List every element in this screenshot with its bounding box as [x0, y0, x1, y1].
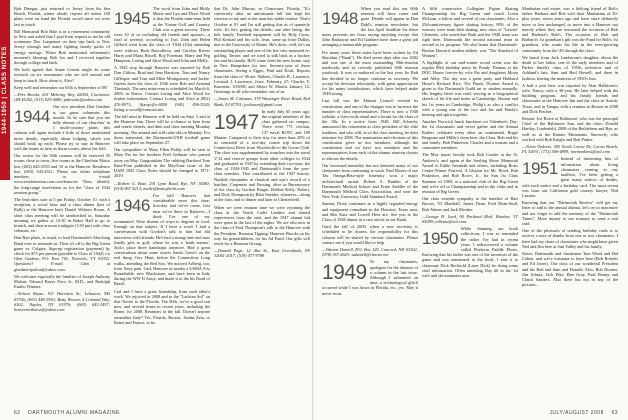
class-note-paragraph: A 1945 stop through Hanover was reported by Bob Dan Clifton, Brad and Jean Harrison, Tom and Nancy Gillespie, and Tom and Ellen Montgomery and Jackie. Guests from the class of 1946 were Bob and Armand Theriault. The next mini-reun is scheduled for March 6, 2009, in Venice. Contact Loring and Alice Wood for further information. Contact Loring and Alice at (802) 476-8973, lfjacqv@s-4050 (941) 496-5520; loring.w.wood@comcast.net.	[114, 65, 210, 112]
class-note-paragraph: that Dr. John Murray, in Clearwater, Florida, "It's conversely after an unfortunate fall has kept his exercise to me and to the man has stable routine. That's October at 91 and I'm still getting that as of quarterly wife. It's he's getting the details, one after being, the hob family. Football equipment will be Holy Cross. Phil Keistad and his wife, Jean, came up from Dallas, met at the University of Maine. He's drive, well, he's an outstanding player and one of the few who mastered re-golfing. Terrier, and we tried to talk back as a hockey fan and his family. He'll come from his new home, stay in New Hampshire for tree. Seventy-year of these classmates. Seeing a Egger, Paul and Kraft. Reports from the class of '46 are: Walters, Charles B., Laurence, Leonard J. Lawrence, Josie, February 27; Charles V. Kazerian, 10/6/08; and Albert W. Martin, January 12. Greetings to all who remember one of us.	[214, 6, 310, 95]
class-year-heading: 1950	[422, 229, 458, 249]
column-5	[422, 6, 518, 406]
class-note-paragraph: Instead of interesting bits of information about living classmates coming to my mailbox, I've been getting a great many notices of deaths, with each notice and a birthday card. The most recent was from our California gold country lawyer, Ned Lassiter.	[522, 156, 618, 198]
class-year-heading: 1951	[522, 159, 558, 179]
class-note-paragraph: Notes: Dartmouth and classmates Tom Wood and Hal Cohen, and we're fortunate to have here (Bob Roberts and Ed Jones). Our class of our wonderful President and his Bob and Sam and Donald. Also, Bob Donner, Jim Schutz, Jack Pike, Ben Gray, Paul Bonny and Chuck Sanders. Also there but not in any of the pictures...	[522, 250, 618, 288]
class-note-paragraph: For many years these notes have been written by Ed Sheridan ("Bank"). He died seven days after our 2002 and was one of the most outstanding 50th-reunion notebooks and its recently published 60th reunion yearbook. It was co-authored in the last year. So Bob has decided to no longer continue as secretary. We accept his decision reluctantly, with great appreciation for his many contributions, which have helped make 1948 strong.	[322, 49, 418, 97]
class-note-paragraph: When you read this our 60th reunion will have come and gone. Details will appear in Dan Dahl's reunion newsletter, but the last April deadline for these notes prevents me from saying anything except that John Hathaway and Ed Gaithere have done a great job arranging a memorable program.	[322, 6, 418, 48]
class-note-paragraph: The word from John and Molly Morse and Lyn and Dixie Wood is that the Florida mini-reun held at the Vienne Golf and Country Club was a great success. There were 10 of us including old friends and spouses—a total of seventy, according to Lyn. John and Helen Gifford went from the class of '1944 (10a) attending were widows Ruth Ruscallowy and Carolyn Rivers Hurry and Maria Bissell, Roy Foreman, Harry and Peg Hampton, Loring and Alice Wood and John and Molly.	[114, 6, 210, 64]
class-note-paragraph: Our sympathies to Mary Ellen Feddy will be sent to Mary Pat for her brothers Fred Gellman who passed away on May. Gongratulate The rubbing Dartford Tom Ruse-Finn published in the May/June issue of the DAM 1945 Class Notes should be changed to 1971-2019.	[114, 147, 210, 179]
class-note-paragraph: When we were reunion time we were rejoining the class at the North Cadet Leaders and shared experiences from the start, and the 1947 alumni bid were spent in the last of the nights. We are also now in the class of Fred Thompson's talk to the Hanover with the President. Reunion Tipping: Hanover Brooks on his way his grandchildren, for his Ad Fund. Our gifts will reach for a Reunion Giving.	[214, 204, 310, 246]
magazine-title: DARTMOUTH ALUMNI MAGAZINE	[28, 410, 120, 416]
class-note-paragraph: We both agreed that Annie Leavitt might do some research on six roommates who are still around and keep in touch. How about it, Alex?	[14, 67, 110, 83]
right-page	[314, 0, 628, 420]
class-note-paragraph: I've told Hanover had considerable news this time: first-day and we've come, first time we've there in Hanover—I think. I've one of my roommates! Were dozens of ways to degrees in food. Enough on that subject. If I have a word: I had a conversation with Gordon's talk to him but did interviews with friends. He's had a strong time and now finally gets to golf, where he was a 'tenth teamer'. Jack's place three handicaps anymore. Had a great conversation about some stories Sarah. Gene's on the real thing. Gov Hunt, before the Connecticut Long walks, attending the Red Sox. We noticed Arlberg, too, from Navy pent. Carl, Hanover in nearby a USMA A-ts Roundtable, new Blackstone, and have been in Italy during the WW II Army, and made it to the his Road of Brazil.	[114, 192, 210, 287]
class-note-paragraph: The May music faculty took Bob Couder at the St. Andrew's, and again at the Sterling Shore Memorial Award to Eddie Jeremiah and others, including Brass Center-Winter Festival. A Glutton for Mt. Hood, Bob Pinkerton, and Bob Rowe, Jr., for Sun 1st Class Summer of 1969, at a national club of the Big Green and we're off to Championship and in the clubs and in reunion of Big Green.	[422, 152, 518, 194]
class-note-paragraph: The festivities start at 5 pm Friday, October 10, with a reception, a social hour and a class dinner (last of Rally) at the Hanover Inn's Daniel Webster Room. A short class meeting will be sandwiched in. Saturday morning we gather at 10:30 in Baker Hall to go to brunch, and then at noon a tailgate (1:30 pm) with class columns, etc.	[14, 196, 110, 234]
class-note-paragraph: Our rooms for the 65th reunion will be reserved 35 rooms close to town, five rooms at the Chieftain Motor Inn, (603) 643-2550 and 10 at the Hanover Residence Inn, (603) 643-4511. Please use either telephone numbers, or e-mail www.residenceinn.com.com/hanover. Then, identify the long-range reservation as for the "class of 1944 reunion group."	[14, 153, 110, 195]
left-page	[0, 0, 313, 420]
class-note-paragraph: Manhattan real estate, was a lifelong friend of Bob's father. Barbara and Bob sold their Manhattan of 50-plus years, seven years ago and have since definitely more or less unchanged, to move into a Hanover not merely where they are reassured the occasion of Bob and Barbara's Bob's. The occasion of Bob and Barbara's 1st grandson's gift was the Fund for Bob's 1st grandson, who wants his life in the ever-growing community from the '49 through the class.	[522, 6, 618, 53]
class-year-heading: 1948	[322, 9, 358, 28]
class-note-paragraph: To my classmates, apologies for the absence of a column in the last issue. Although I submitted on time, a technological glitch occurred while I was down in Florida, etc., etc. May it never recur.	[322, 259, 418, 296]
class-note-paragraph: In early July 65 years ago, the original members of the class gathered on campus. There were 771 civilian, 137 naval ROTC and 189 Marine. Compared to their stay for more than 20% of us consisted of a two-day course trip down the Connecticut River from Woodsville to the Goose Club. The class was supplemented by transfers into the naval V-12 and reserve groups from other colleges in 1944 and graduated in 1947 by extending their two-year, the class of 1944-1945 and Dartmouth's from the year-class transfers. That contributed to the 1947 history. Notable classmates in classical and war's record of a hairline, Carpenter and Fussing, alive in Bureaucracy of the class by Gordon Burger. Robbie Kelly, Robert, and Dick Thompson by Blair Sneider, whatever—along at the class and to dinner and later at Chesterfield.	[214, 108, 310, 203]
column-3	[214, 6, 310, 406]
class-secretary-signature: —James M. Coleman, 378 Wassinger River Road, Red Bank, NJ 07701; jcoleman@gmail.com	[214, 96, 310, 107]
class-note-paragraph: Bill Hamstead Bob Hale is in a retirement community in New and asked that I post from request to me he old roommate Dex Longmore on their trip back to New Jersey through and many lighting family packs of energy savings. When Bob mentioned retirement's moment's blessing, Bob fox and I received together through college and back.	[14, 28, 110, 66]
class-year-heading: 1944	[14, 107, 50, 127]
class-note-paragraph: We welcome especially the families of Joseph Anthony Maloni, Edward Bayes Price Jr., M.D., and Rudolph Emilio Winiarz.	[14, 273, 110, 290]
class-year-heading: 1949	[322, 261, 367, 285]
class-note-paragraph: A half a year later was reported by Alan Hallstrom's wife, Nancy, with a 30-year. He later helped with the building program, and his family friends and classmates at the Hanover Inn and the class in Austin, Texas, and in Tampa, with a reunion in Boston in 2008 and Dick Fincher.	[522, 82, 618, 114]
class-year-heading: 1946	[114, 195, 150, 215]
column-6	[522, 6, 618, 406]
class-note-paragraph: While thinning our book collections, I was so reminded the rather I've had in recent years. I rediscovered a volume called Platform Paddle Fleets. Knowing that his father was one of the inventors of the game and was mentioned in the book, I sent it to classmate Dick Bechtold (Laser Dick) be doing some vital information. Often attending Day #6 in the 1st with and ski-mountain area.	[422, 226, 518, 278]
class-secretary-signature: —George H. Lord, 90 Portland Blvd, Windsor, VT 05089; tallenia@aol.com	[422, 213, 518, 224]
class-note-paragraph: Dan Barr plans, as usual, to lead Dartmouth's Marching Band over to serenade us. Then it's off to the Big Green game vs. Colgate. Sign-up registration (payment) by check for $75 per person (payable to Class of 1944) c/o Glen Gardner, P.O. Box 701, Norwich, VT 05055. Questions? E-mail Glen at gfardner.epsilon@yahoo.com.	[14, 235, 110, 272]
class-note-paragraph: Carl and I have a great friendship, from each other's work. We rejoiced in 2008 and to the "Lachina Sol" on that Terrier to the Florida. The 90th, we've a good son now, and several times in recent years, including the Rome, for 2008. Reunions in the fall. Doesn't anyone remember Italy? Yes, Florida, Boston, Jordan Zeta, or Rome and France, to be.	[114, 288, 210, 325]
class-secretary-signature: —Robert G. Bate, 291 Lynn Road, Rye, NY 10580; (914) 967-5213; maile@bonnyberth.com	[114, 180, 210, 191]
class-secretary-signature: —Norm Onkrest, 385 North Cocoa Dr, Cocoa Beach, FL 32931; (772) 569-4899; normonkrest@aol.com	[522, 144, 618, 155]
class-note-paragraph: Bob Dinegar, just returned to Jersey from his Sea Beach, Florida, winter abode, reports all seems 100 plans were on hand the Florida crowd since we were last in touch.	[14, 6, 110, 27]
class-note-paragraph: One of the pleasures of sending birthday cards is to receive a note of thanks from one or two classmates. I have had my share of classmates who might have given Ned and Jim here at Sun Valley and his family.	[522, 228, 618, 249]
class-note-paragraph: Our increased mentality has not deterred many of our classmates from continuing to work. Paul Moore of our Tau Omega/Beta-style fraternity won a major architectural award. Robert A. Rankin of the Dartmouth Medical School and Ernie Saddler of the Dartmouth Medical Class Association, and won the New York University Gold Standard Award.	[322, 162, 418, 200]
class-note-paragraph: Sammy Drury continues as a highly regarded energy and equipment consultant in the Houston, Texas area, and Ben Katz and Lowell Hess are. See you at the Class of 1948 dinner in a rare article in our Bank.	[322, 201, 418, 222]
right-page-number: 63	[611, 410, 618, 416]
class-secretary-signature: —Donald Page, 12 Alta St., East Greenbush, NY 12061-2017; (518) 477-9788	[214, 248, 310, 259]
left-footer	[14, 410, 120, 416]
issue-date: JULY/AUGUST 2008	[549, 410, 604, 416]
class-secretary-signature: —Pres Brooks, 601 Mehring Way, #2004, Cincinnati, OH 45202; (513) 929-4080; pnbrooks@yahoo.com	[14, 92, 110, 103]
class-secretary-signature: —Nelson Bryan, 911 Harrison St., Lebanon, NH 03766; (603) 448-3930; Betty Weaver, 4 Colonial Way, #302, Naples, NY 01970; (603) 643-3457; hvaverrerthorsn@yahoo.com	[14, 291, 110, 312]
class-year-heading: 1947	[214, 110, 259, 134]
class-note-paragraph: We heard from Jack Landstrom's daughter, about the death of her father, one of the early members and of Parker Smith's class of 1950s architects and of Ashland's late, Sam and Bud Howell, and there in fashion, leaving the mattress of 1950's lists.	[522, 54, 618, 81]
class-note-paragraph: Keep well and remember our 65th is September of 08!	[14, 84, 108, 90]
class-note-paragraph: The fall mini in Hanover will be held on Sept. 5 and at the Hanover Inn. There will be a chance to hear from and renew friends, and dine and class meeting Monday morning. The animal and will raise-old on Monday. For those interested, the Dartmouth-UNH football game will take place on September 27.	[114, 114, 210, 146]
class-note-paragraph: Our vice president Don Gardner is our guest columnist this month. To be sure that you are fully abreast of our churches' in 1 multi-country plans, this column will again include a little of those mentioned more details, especially about lodging, which you should book up early. Please try to stay in Hanover with the teams as here as dorm rooms, above the fold.	[14, 104, 110, 152]
class-note-paragraph: Until the fall of 2009, when a new secretary is scheduled to be chosen, the responsibility for this column will be shared by various classmates. Please contact me if you would like to help.	[322, 224, 418, 245]
class-note-paragraph: A highlight of our mid-winter social scene was the regular 80th birthday party by Pundy Thomas at the DOC House forever-by wife Pat and daughters Moira and Abby. The day was a great party and Hubbard Howe's Richard Rice. The Pundy Thomas Award is given to the Dartmouth Guild art or student annually. His lengthy letter was read, serving as a biographical sketch of his life and times at Cambridge. Boston and his 1st years in Cambridge, Philip's as also a conflict with a young one of the two and his and Pundy's bearing and spirit together.	[422, 60, 518, 118]
class-year-heading: 1945	[114, 9, 150, 28]
class-note-paragraph: Our class extends sympathy to the families of Bart Brown, '53 Marshall, James Dean, Fred Dean-Stull, Bob Ahmer and Jack Mosher.	[422, 196, 518, 212]
column-2	[114, 6, 210, 406]
column-1	[14, 6, 110, 406]
left-page-number: 62	[14, 410, 21, 416]
class-secretary-signature: —Warren Daniell, P.O. Box 129, Concord, NH 03302; (978) 367-2643; wdaniell@charter.net	[322, 246, 418, 258]
class-note-paragraph: Last fall saw the Alumni Council revised its constitution, and one of the changes was to increase the number of class representatives. There is now a 1948 website, a class-wide email and a forum for the class of the '48s. In a notice from 1948, Bill Schaefer announced his retirement as class president of the elite tradition, and who will, as of the class meeting, be their nominee for 2008. The nomination and elections of this constitution gives us two members, although the constitution and we have two members and the representatives from each of the alumni reunion classes to discuss the details.	[322, 98, 418, 161]
right-footer	[549, 410, 618, 416]
class-note-paragraph: Another Norwich lunch luncheon on Valentine's Day: the 1st classmates and wives gather and the Annual Rafters celebrate every other on continental. Roger Bergman and Miller's from here, the Clara, Bob and his and family: Bob Pinkerton, Charles and a woman and a committee members.	[422, 119, 518, 151]
class-note-paragraph: A fifth consecutive Collegiate Figure Skating Championship for Big Green and coach Loren McLean, a fellow and several of our classmates. Also a 25th-anniversary figure skating history, 80% of the women, were team fifth skating, new class of "Lawsie' Clements, who noted that Ruth and the 1948 team was right here. Dartmouth the second national team in second to its program. We also honor that Dartmouth-Boston Harvard student athlete, was "The Stanford of Women".	[422, 6, 518, 58]
section-tab: 1944-1950 | CLASS NOTES	[0, 0, 10, 180]
column-4	[322, 6, 418, 406]
class-note-paragraph: Boston: Joe Rowe of Baltimore, who was the principal Chief of the Baltimore Sun, and the class: Donald Hartley, Lindenfeld, 2008 of the Bethlehem and Rye, as well as at the Rainier Mountains. Sincerely, who worked with Bob Knight and Bob Parker.	[522, 116, 618, 142]
class-note-paragraph: Knowing that our "Dartmouth Review" will get my letter to add to the annual alumni, let's try to maximize and not forget to add the memory of the "Dartmouth Times". More money to our treasury to send a real card.	[522, 200, 618, 226]
